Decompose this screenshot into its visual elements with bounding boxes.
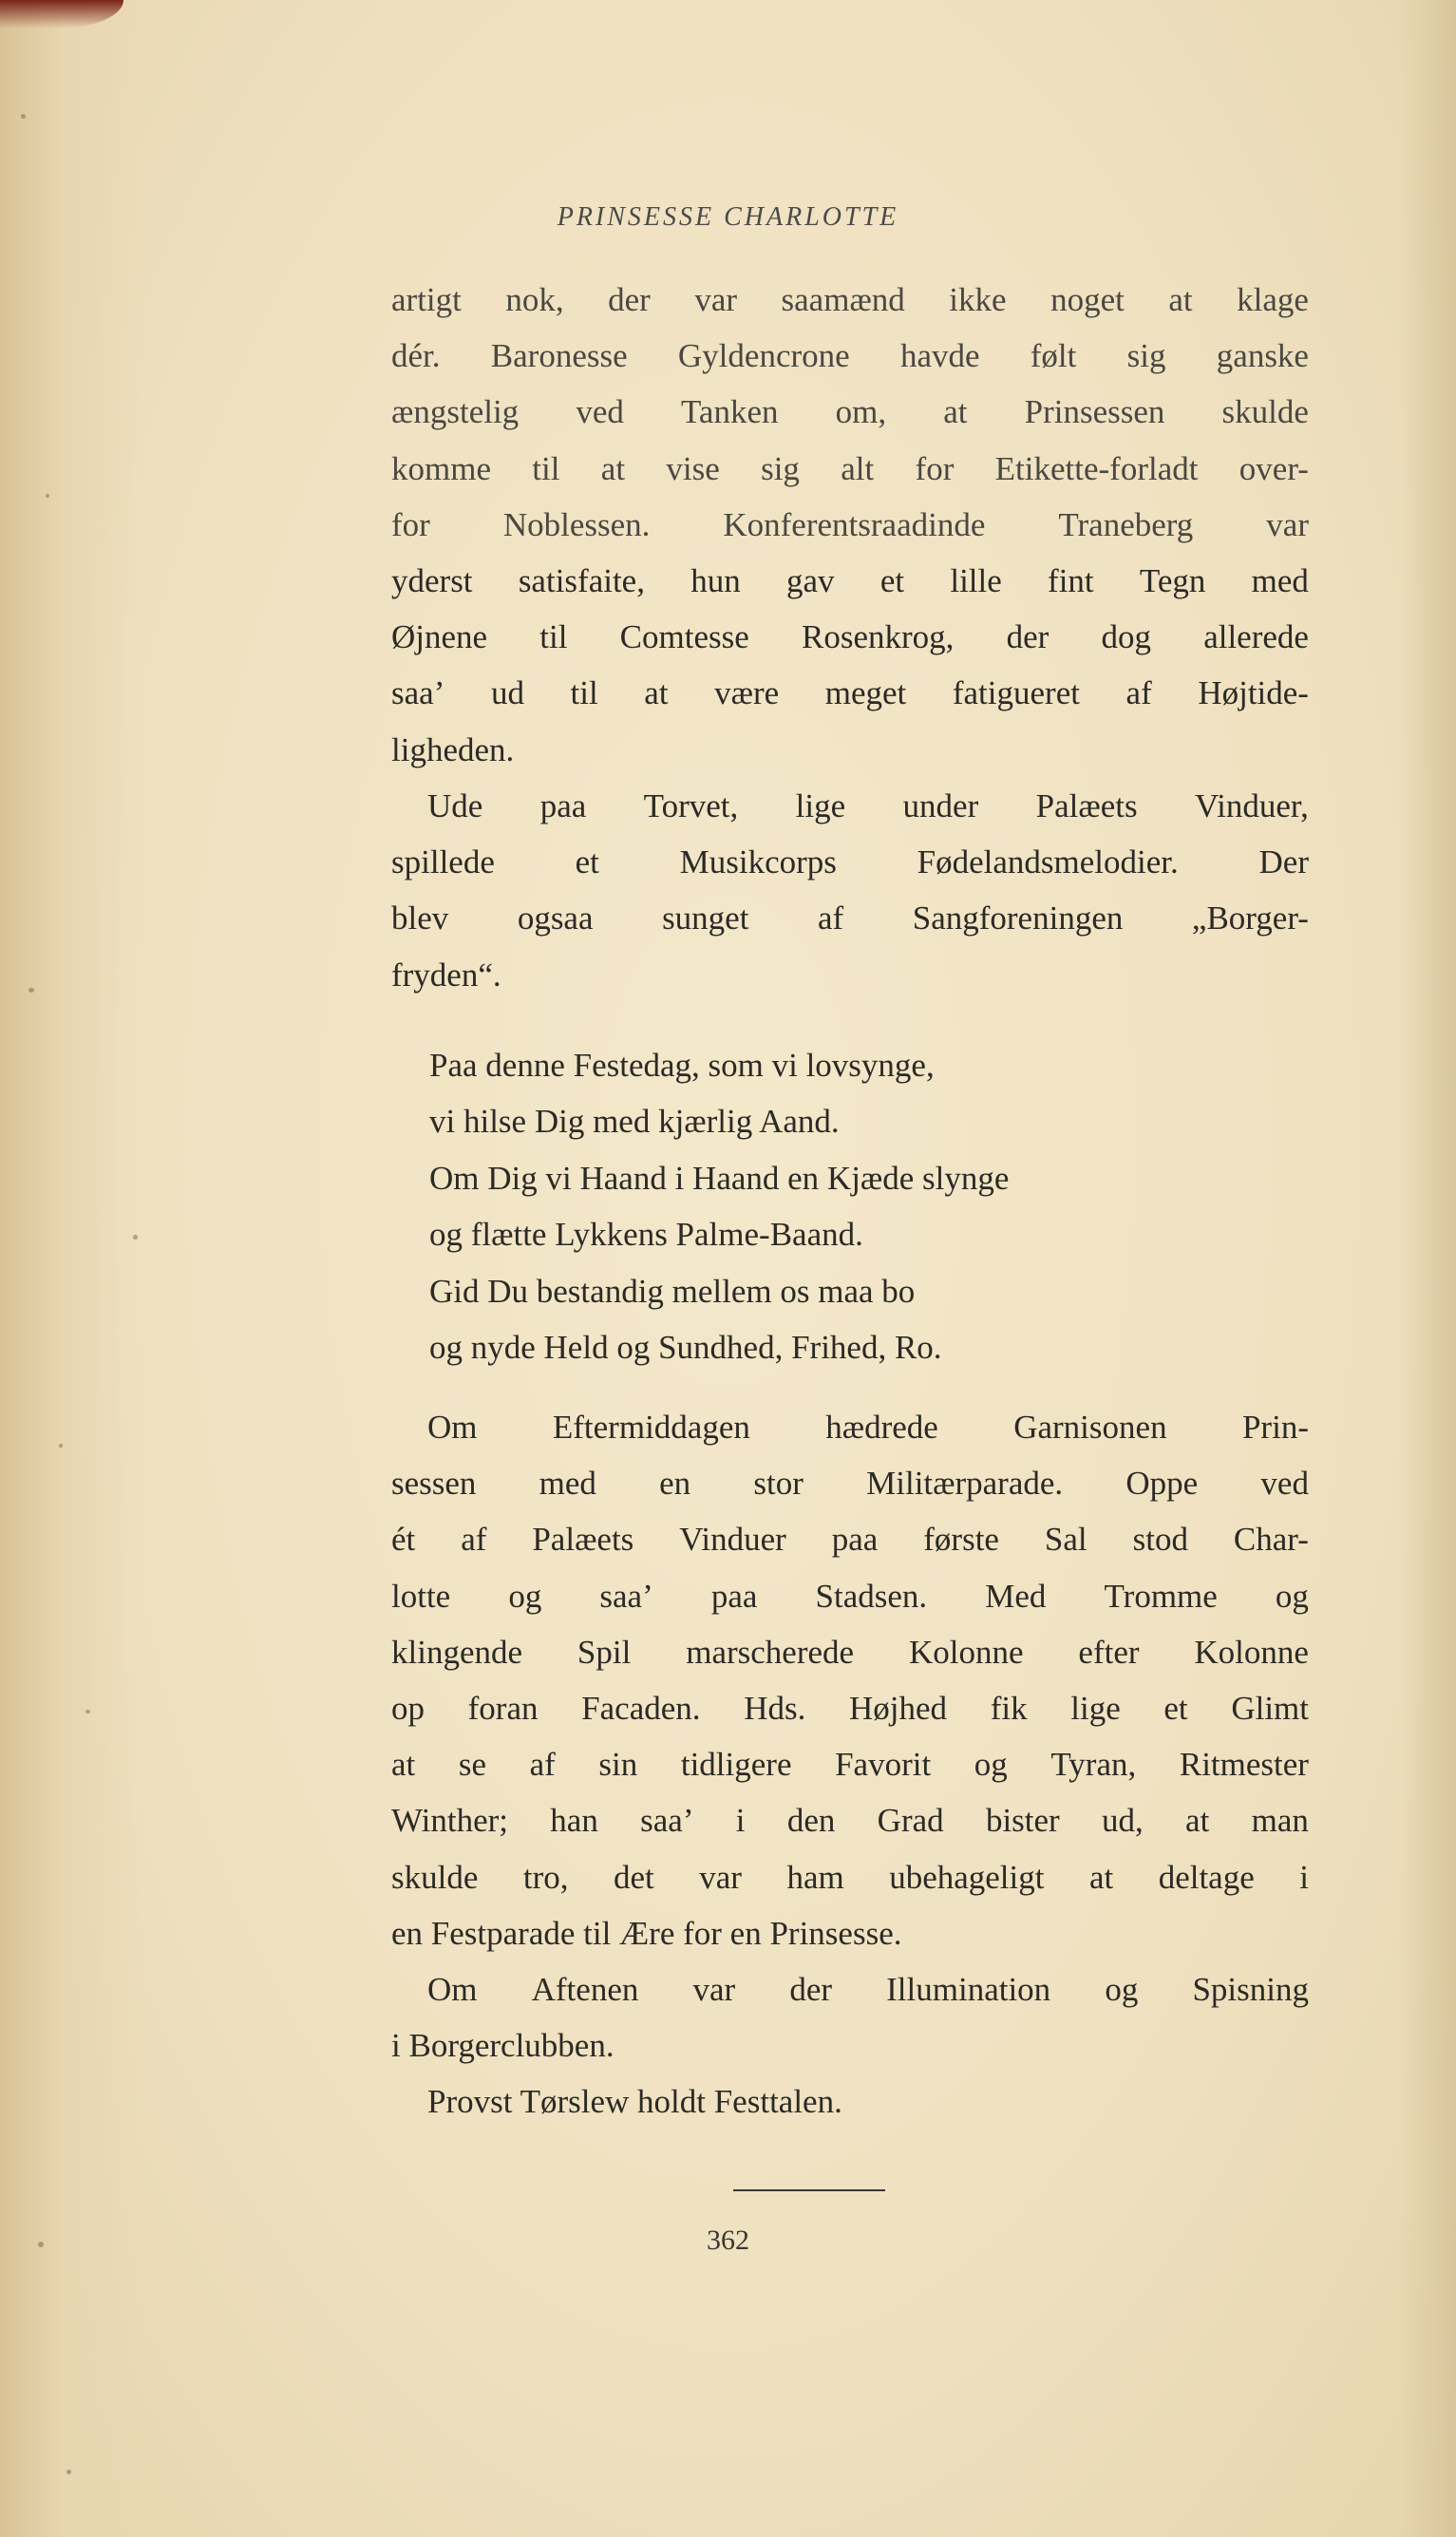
text-line: Øjnene til Comtesse Rosenkrog, der dog allerede xyxy=(391,618,1309,656)
page-edge-shading xyxy=(1399,0,1456,2537)
text-line: artigt nok, der var saamænd ikke noget at klage xyxy=(391,281,1309,318)
page-gutter-shading xyxy=(0,0,142,2537)
verse-line: vi hilse Dig med kjærlig Aand. xyxy=(429,1103,840,1141)
verse-line: Om Dig vi Haand i Haand en Kjæde slynge xyxy=(429,1159,1010,1197)
verse-line: og flætte Lykkens Palme-Baand. xyxy=(429,1216,863,1254)
paper-speck xyxy=(21,114,26,119)
text-line: Provst Tørslew holdt Festtalen. xyxy=(427,2083,842,2120)
text-line: en Festparade til Ære for en Prinsesse. xyxy=(391,1914,902,1952)
page-number: 362 xyxy=(707,2225,749,2256)
text-line: saa’ ud til at være meget fatigueret af Højtide- xyxy=(391,674,1309,712)
verse-line: Gid Du bestandig mellem os maa bo xyxy=(429,1272,916,1310)
text-line: ligheden. xyxy=(391,730,515,768)
text-line: sessen med en stor Militærparade. Oppe ved xyxy=(391,1465,1309,1503)
paragraph-5 xyxy=(391,2073,1309,2130)
footer-rule xyxy=(733,2189,885,2191)
paragraph-4 xyxy=(391,1961,1309,2073)
text-line: ét af Palæets Vinduer paa første Sal stod Char- xyxy=(391,1521,1309,1559)
text-line: Winther; han saa’ i den Grad bister ud, at man xyxy=(391,1802,1309,1840)
text-line: klingende Spil marscherede Kolonne efter Kolonne xyxy=(391,1633,1309,1671)
paper-speck xyxy=(66,2470,71,2474)
paper-speck xyxy=(85,1710,90,1713)
text-line: Ude paa Torvet, lige under Palæets Vinduer, xyxy=(427,787,1309,824)
text-line: ængstelig ved Tanken om, at Prinsessen skulde xyxy=(391,393,1309,431)
verse-line: og nyde Held og Sundhed, Frihed, Ro. xyxy=(429,1328,942,1366)
text-line: yderst satisfaite, hun gav et lille fint Tegn med xyxy=(391,561,1309,599)
verse-line: Paa denne Festedag, som vi lovsynge, xyxy=(429,1047,935,1084)
paragraph-3 xyxy=(391,1399,1309,1961)
paragraph-1 xyxy=(391,272,1309,778)
text-line: komme til at vise sig alt for Etikette-forladt over- xyxy=(391,449,1309,487)
text-line: skulde tro, det var ham ubehageligt at deltage i xyxy=(391,1858,1309,1896)
paper-speck xyxy=(133,1235,138,1240)
paper-speck xyxy=(28,988,34,993)
verse-block xyxy=(429,1037,1009,1375)
text-line: spillede et Musikcorps Fødelandsmelodier. Der xyxy=(391,843,1309,881)
text-line: at se af sin tidligere Favorit og Tyran, Ritmester xyxy=(391,1746,1309,1784)
text-line: lotte og saa’ paa Stadsen. Med Tromme og xyxy=(391,1577,1309,1615)
text-line: Om Aftenen var der Illumination og Spisning xyxy=(427,1971,1309,2008)
paper-speck xyxy=(59,1444,63,1448)
text-line: Om Eftermiddagen hædrede Garnisonen Prin- xyxy=(427,1409,1309,1446)
paragraph-2 xyxy=(391,778,1309,1003)
text-line: blev ogsaa sunget af Sangforeningen „Borger- xyxy=(391,899,1309,937)
paper-speck xyxy=(46,494,49,498)
text-line: i Borgerclubben. xyxy=(391,2027,615,2065)
text-line: for Noblessen. Konferentsraadinde Traneberg var xyxy=(391,505,1309,543)
text-line: dér. Baronesse Gyldencrone havde følt sig ganske xyxy=(391,337,1309,375)
text-line: fryden“. xyxy=(391,956,501,994)
running-title: PRINSESSE CHARLOTTE xyxy=(557,202,899,232)
text-line: op foran Facaden. Hds. Højhed fik lige et Glimt xyxy=(391,1689,1309,1727)
